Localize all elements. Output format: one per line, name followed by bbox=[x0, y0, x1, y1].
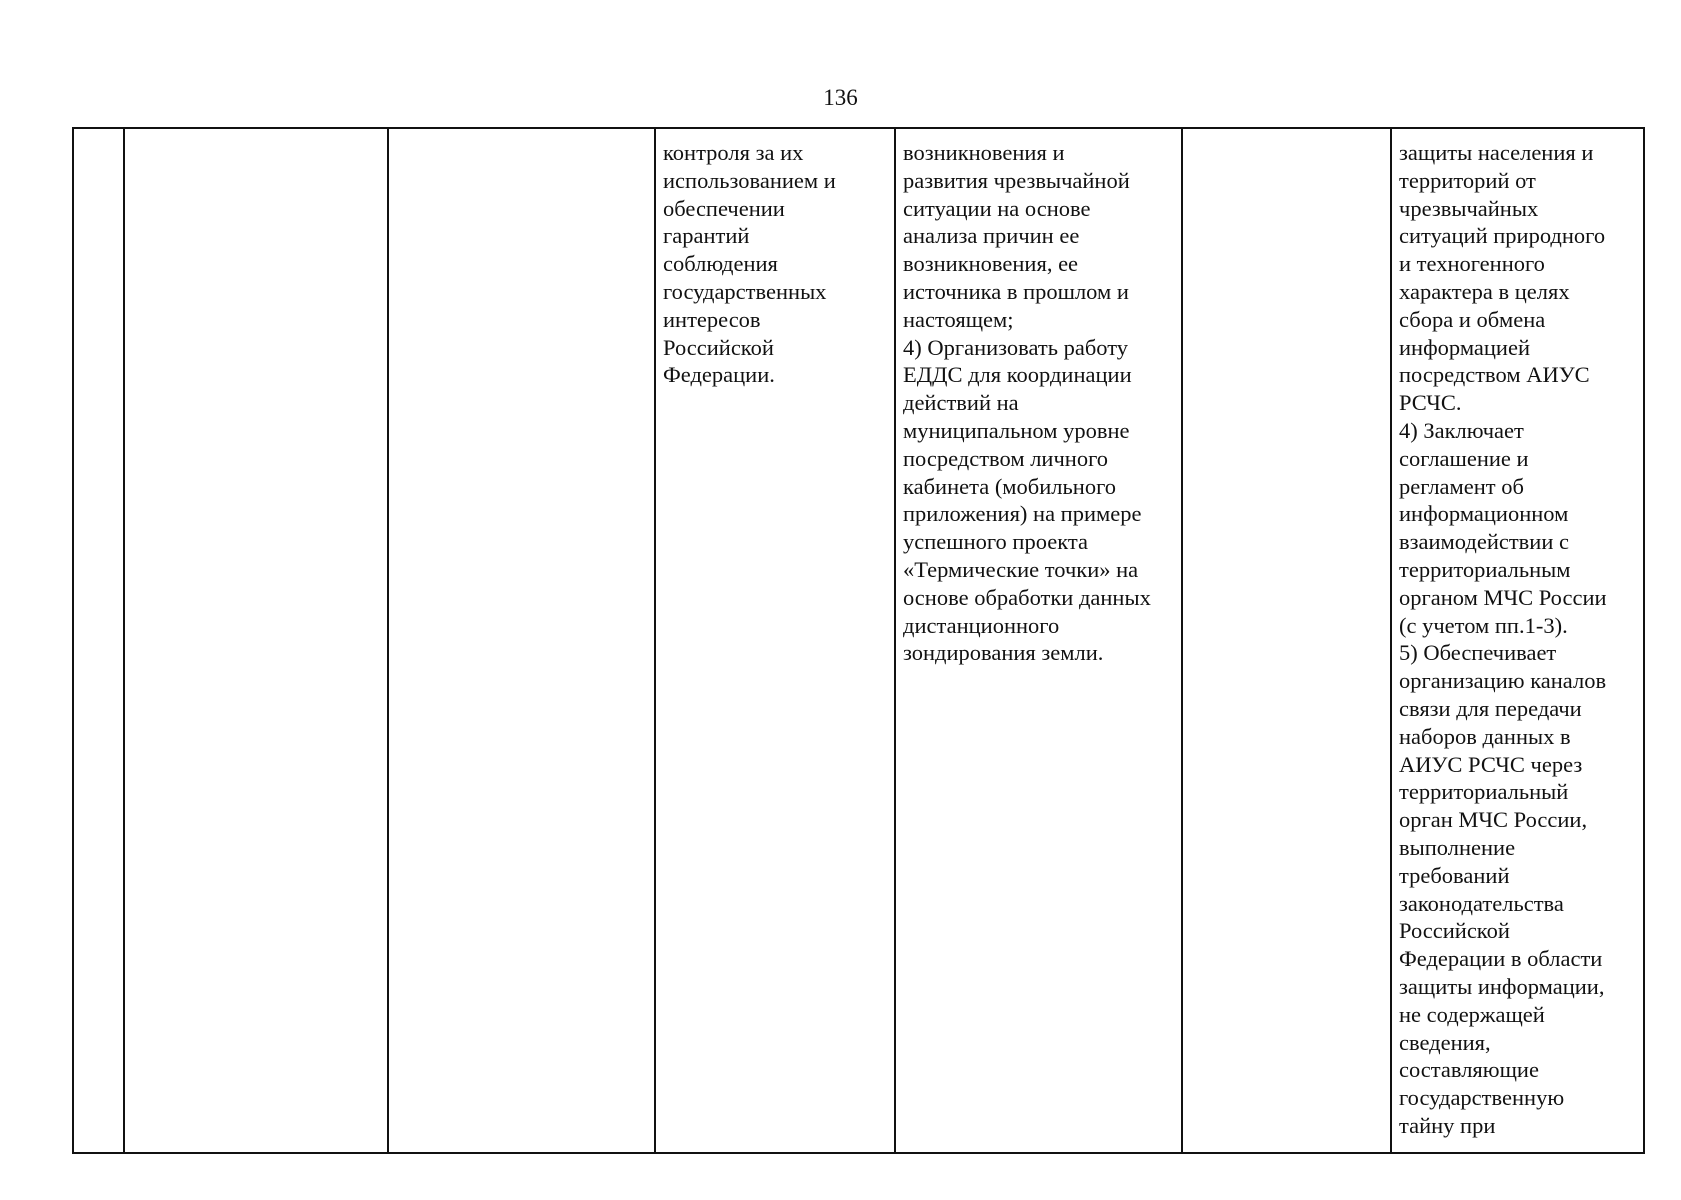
table-cell-column-5: возникновения и развития чрезвычайной ситуации на основе анализа причин ее возникновения, ее источника в прошлом и настоящем; 4) Организовать работу ЕДДС для координации действий на муниципальном уровне посредством личного кабинета (мобильного приложения) на примере успешного проекта «Термические точки» на основе обработки данных дистанционного зондирования земли. bbox=[895, 128, 1182, 1153]
table-cell-name bbox=[124, 128, 388, 1153]
page-number: 136 bbox=[823, 85, 858, 110]
table-cell-column-7: защиты населения и территорий от чрезвычайных ситуаций природного и техногенного характера в целях сбора и обмена информацией посредством АИУС РСЧС. 4) Заключает соглашение и регламент об информационном взаимодействии с территориальным органом МЧС России (с учетом пп.1-3). 5) Обеспечивает организацию каналов связи для передачи наборов данных в АИУС РСЧС через территориальный орган МЧС России, выполнение требований законодательства Российской Федерации в области защиты информации, не содержащей сведения, составляющие государственную тайну при bbox=[1391, 128, 1644, 1153]
document-table bbox=[72, 127, 1645, 1154]
table-cell-column-6 bbox=[1182, 128, 1391, 1153]
table-cell-column-4: контроля за их использованием и обеспечении гарантий соблюдения государственных интересов Российской Федерации. bbox=[655, 128, 895, 1153]
table-row bbox=[73, 128, 1644, 1153]
table-cell-number bbox=[73, 128, 124, 1153]
table-cell-column-3 bbox=[388, 128, 655, 1153]
